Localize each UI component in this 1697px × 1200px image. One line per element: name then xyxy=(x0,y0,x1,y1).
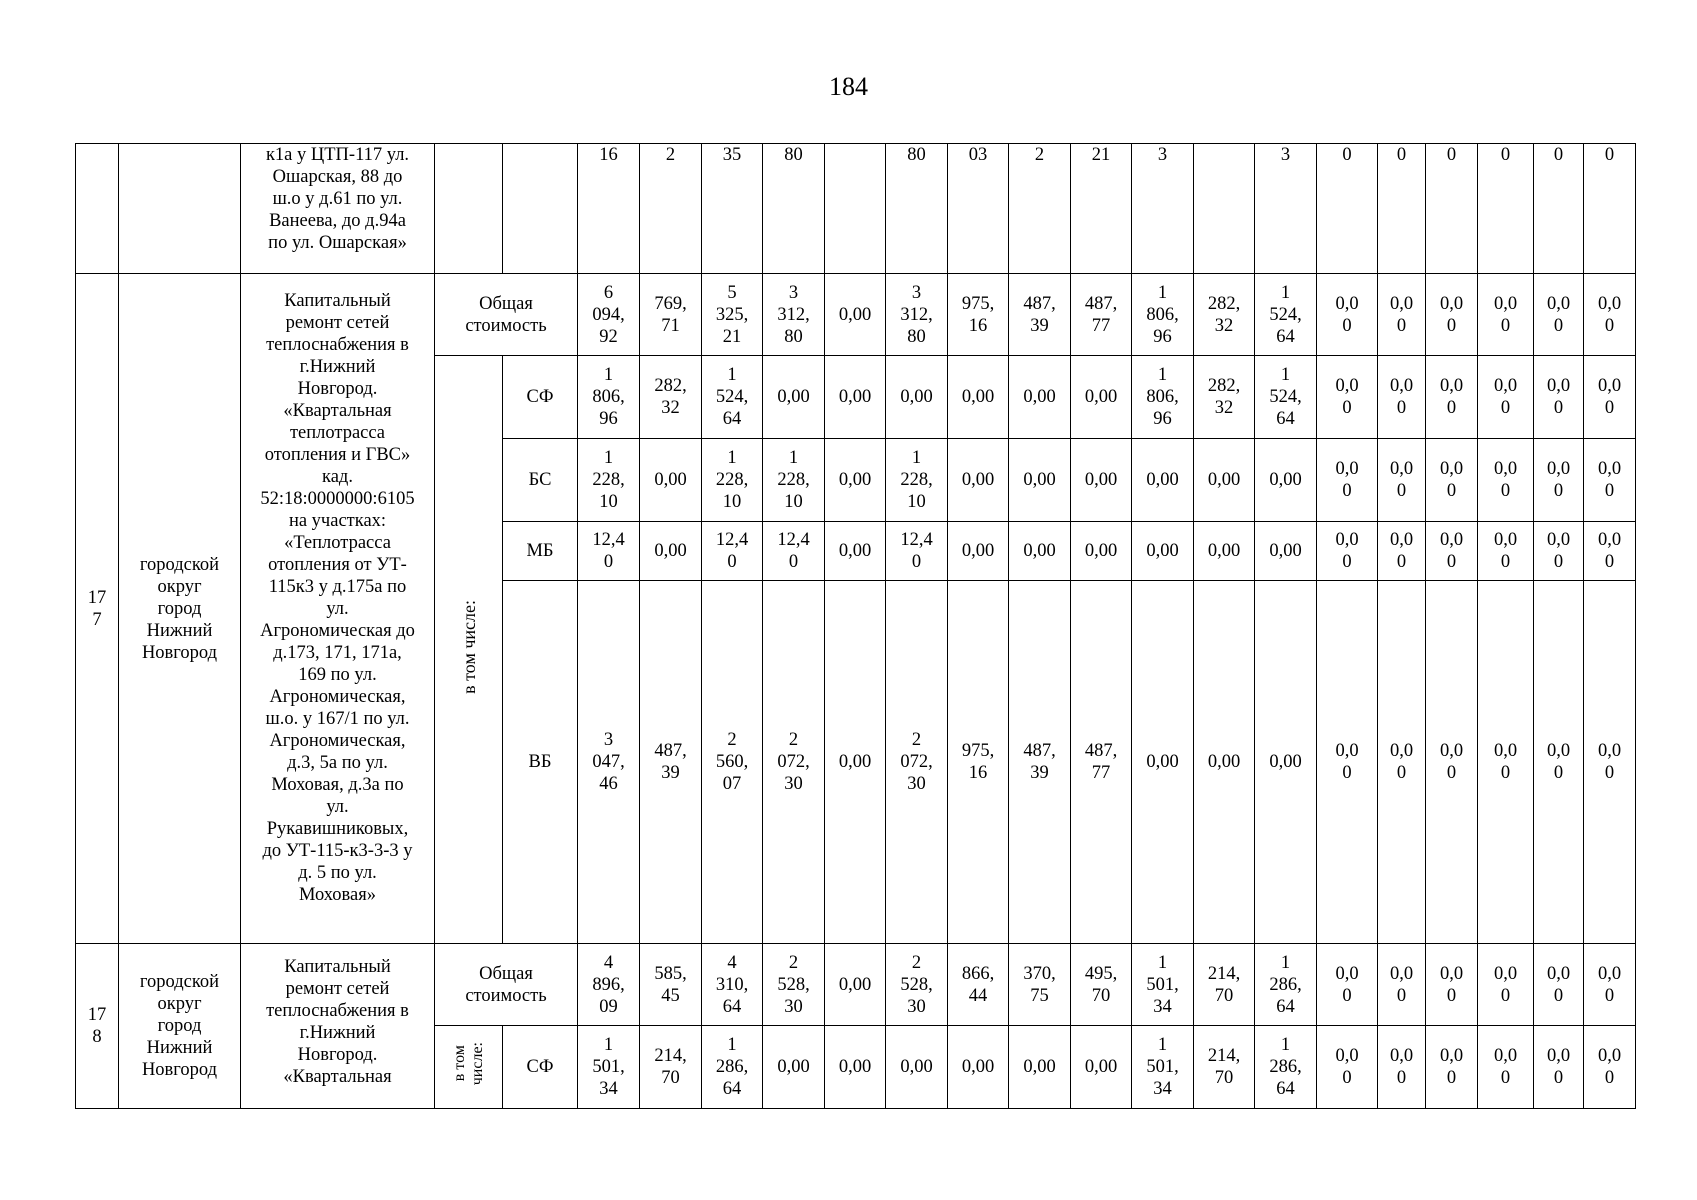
value-cell: 866, 44 xyxy=(948,944,1009,1026)
value-cell: 0,00 xyxy=(948,522,1009,581)
value-cell: 0,0 0 xyxy=(1317,356,1378,439)
value-cell: 1 501, 34 xyxy=(578,1026,640,1109)
value-cell: 370, 75 xyxy=(1009,944,1071,1026)
value-cell: 0,0 0 xyxy=(1426,581,1478,944)
including-label: в том числе: xyxy=(435,1026,503,1109)
value-cell: 1 286, 64 xyxy=(1255,1026,1317,1109)
value-cell: 0,0 0 xyxy=(1317,1026,1378,1109)
budget-table xyxy=(75,143,1636,1109)
value-cell: 16 xyxy=(578,144,640,274)
value-cell: 0,0 0 xyxy=(1534,581,1584,944)
value-cell: 0,0 0 xyxy=(1478,944,1534,1026)
value-cell xyxy=(825,144,886,274)
value-cell: 1 524, 64 xyxy=(1255,356,1317,439)
value-cell: 0,0 0 xyxy=(1478,439,1534,522)
value-cell: 0,0 0 xyxy=(1317,944,1378,1026)
value-cell: 0,0 0 xyxy=(1534,944,1584,1026)
funding-source-label: БС xyxy=(503,439,578,522)
value-cell: 487, 39 xyxy=(1009,581,1071,944)
value-cell: 1 228, 10 xyxy=(578,439,640,522)
value-cell: 3 312, 80 xyxy=(886,274,948,356)
value-cell: 1 501, 34 xyxy=(1132,944,1194,1026)
label-cell xyxy=(503,144,578,274)
value-cell: 0,0 0 xyxy=(1534,522,1584,581)
district-name: городской округ город Нижний Новгород xyxy=(119,274,241,944)
value-cell: 487, 77 xyxy=(1071,274,1132,356)
value-cell: 0,0 0 xyxy=(1584,274,1636,356)
value-cell: 0,0 0 xyxy=(1317,581,1378,944)
funding-source-label: ВБ xyxy=(503,581,578,944)
value-cell: 12,4 0 xyxy=(578,522,640,581)
district-name: городской округ город Нижний Новгород xyxy=(119,944,241,1109)
value-cell: 0,0 0 xyxy=(1426,439,1478,522)
value-cell: 0,0 0 xyxy=(1534,274,1584,356)
value-cell: 0 xyxy=(1317,144,1378,274)
value-cell: 0,0 0 xyxy=(1534,356,1584,439)
value-cell: 0,00 xyxy=(1194,581,1255,944)
value-cell: 2 072, 30 xyxy=(763,581,825,944)
value-cell: 5 325, 21 xyxy=(702,274,763,356)
value-cell: 0,00 xyxy=(1071,522,1132,581)
value-cell: 0,00 xyxy=(1194,439,1255,522)
value-cell: 0,00 xyxy=(1009,356,1071,439)
value-cell: 3 047, 46 xyxy=(578,581,640,944)
value-cell: 0,00 xyxy=(1132,581,1194,944)
value-cell: 0,00 xyxy=(825,356,886,439)
project-description: Капитальный ремонт сетей теплоснабжения в г.Нижний Новгород. «Квартальная xyxy=(241,944,435,1109)
total-cost-label: Общая стоимость xyxy=(435,944,578,1026)
value-cell: 1 524, 64 xyxy=(702,356,763,439)
value-cell: 0,0 0 xyxy=(1378,522,1426,581)
value-cell: 0,0 0 xyxy=(1426,522,1478,581)
value-cell: 3 xyxy=(1255,144,1317,274)
label-cell xyxy=(435,144,503,274)
value-cell: 0,0 0 xyxy=(1378,581,1426,944)
value-cell: 1 228, 10 xyxy=(763,439,825,522)
value-cell: 1 806, 96 xyxy=(578,356,640,439)
table-row-177-total xyxy=(76,274,1636,356)
value-cell: 0,00 xyxy=(1071,439,1132,522)
including-label: в том числе: xyxy=(435,356,503,944)
value-cell: 0,0 0 xyxy=(1317,274,1378,356)
value-cell: 0,0 0 xyxy=(1317,439,1378,522)
value-cell: 1 806, 96 xyxy=(1132,356,1194,439)
value-cell: 0,00 xyxy=(825,944,886,1026)
value-cell: 12,4 0 xyxy=(886,522,948,581)
value-cell: 0,0 0 xyxy=(1378,274,1426,356)
value-cell: 2 xyxy=(1009,144,1071,274)
value-cell: 2 xyxy=(640,144,702,274)
value-cell: 80 xyxy=(886,144,948,274)
value-cell: 0,00 xyxy=(1255,522,1317,581)
value-cell: 3 312, 80 xyxy=(763,274,825,356)
value-cell: 21 xyxy=(1071,144,1132,274)
value-cell: 0 xyxy=(1426,144,1478,274)
value-cell: 0,0 0 xyxy=(1584,581,1636,944)
page-number: 184 xyxy=(829,72,868,101)
value-cell: 769, 71 xyxy=(640,274,702,356)
value-cell: 0,00 xyxy=(825,274,886,356)
value-cell: 0,00 xyxy=(1071,356,1132,439)
value-cell: 1 228, 10 xyxy=(886,439,948,522)
value-cell: 0,00 xyxy=(825,581,886,944)
value-cell: 0,0 0 xyxy=(1478,1026,1534,1109)
value-cell: 282, 32 xyxy=(1194,274,1255,356)
row-number: 17 8 xyxy=(76,944,119,1109)
value-cell: 0,0 0 xyxy=(1584,1026,1636,1109)
value-cell: 975, 16 xyxy=(948,581,1009,944)
value-cell: 0,00 xyxy=(1132,439,1194,522)
value-cell: 0,0 0 xyxy=(1478,581,1534,944)
total-cost-label: Общая стоимость xyxy=(435,274,578,356)
value-cell: 282, 32 xyxy=(1194,356,1255,439)
value-cell: 80 xyxy=(763,144,825,274)
value-cell: 1 524, 64 xyxy=(1255,274,1317,356)
value-cell: 0,0 0 xyxy=(1534,439,1584,522)
value-cell: 0,0 0 xyxy=(1584,522,1636,581)
value-cell: 0 xyxy=(1478,144,1534,274)
value-cell: 03 xyxy=(948,144,1009,274)
value-cell: 0,0 0 xyxy=(1534,1026,1584,1109)
value-cell: 0,00 xyxy=(1009,1026,1071,1109)
value-cell: 1 286, 64 xyxy=(1255,944,1317,1026)
value-cell: 2 560, 07 xyxy=(702,581,763,944)
value-cell: 1 286, 64 xyxy=(702,1026,763,1109)
value-cell: 0,0 0 xyxy=(1584,356,1636,439)
value-cell: 0,0 0 xyxy=(1478,522,1534,581)
value-cell: 0 xyxy=(1534,144,1584,274)
table-row-continuation xyxy=(76,144,1636,274)
project-description: к1а у ЦТП-117 ул. Ошарская, 88 до ш.о у д.61 по ул. Ванеева, до д.94а по ул. Ошарская» xyxy=(241,144,435,274)
table-row-178-total xyxy=(76,944,1636,1026)
value-cell: 1 501, 34 xyxy=(1132,1026,1194,1109)
value-cell: 0 xyxy=(1584,144,1636,274)
value-cell: 0,0 0 xyxy=(1478,356,1534,439)
value-cell xyxy=(1194,144,1255,274)
value-cell: 214, 70 xyxy=(1194,1026,1255,1109)
value-cell: 0,0 0 xyxy=(1584,439,1636,522)
value-cell: 0,00 xyxy=(1194,522,1255,581)
value-cell: 1 228, 10 xyxy=(702,439,763,522)
value-cell: 0,00 xyxy=(825,522,886,581)
value-cell: 0,0 0 xyxy=(1378,944,1426,1026)
value-cell: 487, 77 xyxy=(1071,581,1132,944)
value-cell: 0,0 0 xyxy=(1584,944,1636,1026)
value-cell: 2 072, 30 xyxy=(886,581,948,944)
value-cell: 0,00 xyxy=(1009,439,1071,522)
value-cell: 0,0 0 xyxy=(1426,274,1478,356)
value-cell: 487, 39 xyxy=(640,581,702,944)
value-cell: 0,00 xyxy=(640,439,702,522)
value-cell: 0,00 xyxy=(763,1026,825,1109)
value-cell: 6 094, 92 xyxy=(578,274,640,356)
funding-source-label: СФ xyxy=(503,1026,578,1109)
value-cell: 0,00 xyxy=(825,439,886,522)
value-cell: 1 806, 96 xyxy=(1132,274,1194,356)
value-cell: 214, 70 xyxy=(640,1026,702,1109)
value-cell: 282, 32 xyxy=(640,356,702,439)
value-cell: 0,00 xyxy=(948,356,1009,439)
value-cell: 0,00 xyxy=(1255,581,1317,944)
value-cell: 0,00 xyxy=(1071,1026,1132,1109)
value-cell: 495, 70 xyxy=(1071,944,1132,1026)
value-cell: 0,00 xyxy=(1009,522,1071,581)
value-cell: 4 896, 09 xyxy=(578,944,640,1026)
value-cell: 0,00 xyxy=(886,1026,948,1109)
value-cell: 35 xyxy=(702,144,763,274)
value-cell: 0,00 xyxy=(1132,522,1194,581)
value-cell: 0 xyxy=(1378,144,1426,274)
value-cell: 0,00 xyxy=(825,1026,886,1109)
value-cell: 0,00 xyxy=(763,356,825,439)
value-cell: 585, 45 xyxy=(640,944,702,1026)
funding-source-label: СФ xyxy=(503,356,578,439)
value-cell: 975, 16 xyxy=(948,274,1009,356)
row-number-cell xyxy=(76,144,119,274)
row-number: 17 7 xyxy=(76,274,119,944)
value-cell: 0,00 xyxy=(886,356,948,439)
value-cell: 0,0 0 xyxy=(1426,356,1478,439)
value-cell: 0,00 xyxy=(948,1026,1009,1109)
value-cell: 12,4 0 xyxy=(763,522,825,581)
value-cell: 2 528, 30 xyxy=(763,944,825,1026)
value-cell: 0,0 0 xyxy=(1426,944,1478,1026)
district-cell xyxy=(119,144,241,274)
funding-source-label: МБ xyxy=(503,522,578,581)
value-cell: 3 xyxy=(1132,144,1194,274)
value-cell: 0,00 xyxy=(948,439,1009,522)
value-cell: 12,4 0 xyxy=(702,522,763,581)
value-cell: 487, 39 xyxy=(1009,274,1071,356)
value-cell: 214, 70 xyxy=(1194,944,1255,1026)
value-cell: 2 528, 30 xyxy=(886,944,948,1026)
value-cell: 4 310, 64 xyxy=(702,944,763,1026)
value-cell: 0,0 0 xyxy=(1378,1026,1426,1109)
value-cell: 0,0 0 xyxy=(1478,274,1534,356)
value-cell: 0,0 0 xyxy=(1426,1026,1478,1109)
value-cell: 0,00 xyxy=(1255,439,1317,522)
project-description: Капитальный ремонт сетей теплоснабжения в г.Нижний Новгород. «Квартальная теплотрасса отопления и ГВС» кад. 52:18:0000000:6105 на участках: «Теплотрасса отопления от УТ- 115к3 у д.175а по ул. Агрономическая до д.173, 171, 171а, 169 по ул. Агрономическая, ш.о. у 167/1 по ул. Агрономическая, д.3, 5а по ул. Моховая, д.3а по ул. Рукавишниковых, до УТ-115-к3-3-3 у д. 5 по ул. Моховая» xyxy=(241,274,435,944)
value-cell: 0,0 0 xyxy=(1378,356,1426,439)
value-cell: 0,00 xyxy=(640,522,702,581)
value-cell: 0,0 0 xyxy=(1317,522,1378,581)
value-cell: 0,0 0 xyxy=(1378,439,1426,522)
